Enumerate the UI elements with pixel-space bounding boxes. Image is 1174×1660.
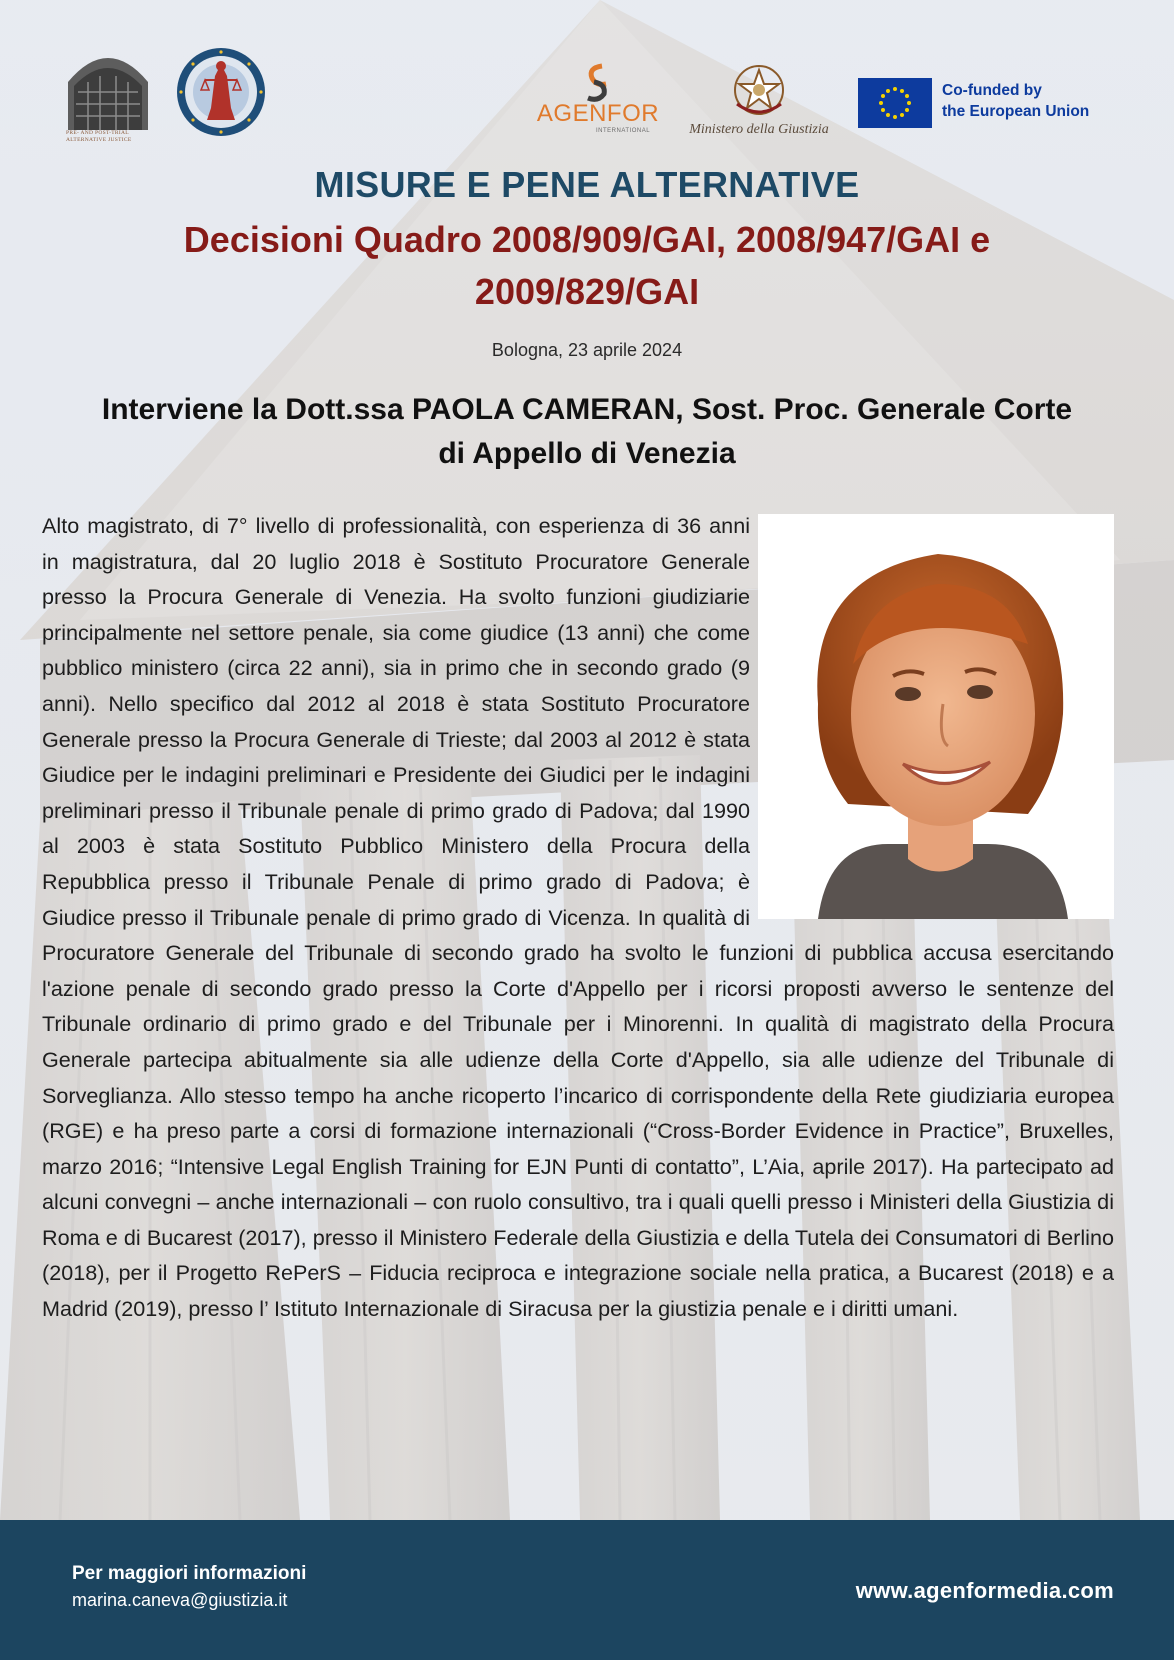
italian-emblem-icon [686,60,832,120]
event-date: Bologna, 23 aprile 2024 [491,340,683,360]
portrait-image [758,514,1114,919]
page-subtitle: Decisioni Quadro 2008/909/GAI, 2008/947/GAI e 2009/829/GAI [183,219,991,312]
ministero-name: Ministero della Giustizia [689,122,829,137]
header-logos [0,0,1174,150]
eu-cofunded-text [942,80,1122,122]
speaker-heading: Interviene la Dott.ssa PAOLA CAMERAN, Sost. Proc. Generale Corte di Appello di Venezia [101,393,1073,470]
agenfor-swirl-icon [536,62,660,102]
agenfor-logo [536,62,660,138]
agenfor-subtitle: INTERNATIONAL [596,128,651,134]
dome-icon [64,42,152,132]
pretrial-caption: PRE- AND POST-TRIAL ALTERNATIVE JUSTICE [66,130,132,143]
speaker-portrait [758,514,1114,919]
footer-website-link[interactable]: www.agenformedia.com [855,1578,1114,1603]
eu-line-2: the European Union [942,103,1090,120]
footer [0,1520,1174,1660]
biography [42,508,1114,1327]
ministero-logo [686,60,832,144]
pretrial-justice-logo [58,40,158,158]
eu-line-1: Co-funded by [942,82,1042,99]
biography-text: Alto magistrato, di 7° livello di professionalità, con esperienza di 36 anni in magistratura, dal 20 luglio 2018 è Sostituto Procuratore Generale presso la Procura Generale di Venezia. Ha svolto funzioni giudiziarie principalmente nel settore penale, sia come giudice (13 anni) che come pubblico ministero (circa 22 anni), sia in primo che in secondo grado (9 anni). Nello specifico dal 2012 al 2018 è stata Sostituto Procuratore Generale presso la Procura Generale di Trieste; dal 2003 al 2012 è stata Giudice per le indagini preliminari e Presidente dei Giudici per le indagini preliminari presso il Tribunale penale di primo grado di Padova; dal 1990 al 2003 è stata Sostituto Pubblico Ministero della Procura della Repubblica presso il Tribunale Penale di primo grado di Padova; è Giudice presso il Tribunale penale di primo grado di Vicenza. In qualità di Procuratore Generale del Tribunale di secondo grado ha svolto le funzioni di pubblica accusa esercitando l'azione penale di secondo grado presso la Corte d'Appello per i ricorsi proposti avverso le sentenze del Tribunale ordinario di primo grado e del Tribunale per i Minorenni. In qualità di magistrato della Procura Generale partecipa abitualmente sia alle udienze della Corte d'Appello, sia alle udienze del Tribunale di Sorveglianza. Allo stesso tempo ha anche ricoperto l’incarico di corrispondente della Rete giudiziaria europea (RGE) e ha preso parte a corsi di formazione internazionali (“Cross-Border Evidence in Practice”, Bruxelles, marzo 2016; “Intensive Legal English Training for EJN Punti di contatto”, L’Aia, aprile 2017). Ha partecipato ad alcuni convegni – anche internazionali – con ruolo consultivo, tra i quali quelli presso i Ministeri della Giustizia di Roma e di Bucarest (2017), presso il Ministero Federale della Giustizia e della Tutela dei Consumatori di Berlino (2018), per il Progetto RePerS – Fiducia reciproca e integrazione sociale nella pratica, a Bucarest (2018) e a Madrid (2019), presso l’ Istituto Internazionale di Siracusa per la giustizia penale e i diritti umani. [42,513,1114,1322]
footer-email-link[interactable]: marina.caneva@giustizia.it [72,1590,288,1610]
agenfor-name: AGENFOR [536,100,660,127]
footer-info-heading: Per maggiori informazioni [72,1563,307,1584]
eu-flag-icon [858,78,932,128]
eu-cofunded-logo [858,78,1118,130]
justice-emblem-logo [175,46,267,138]
page-title: MISURE E PENE ALTERNATIVE [314,164,860,205]
